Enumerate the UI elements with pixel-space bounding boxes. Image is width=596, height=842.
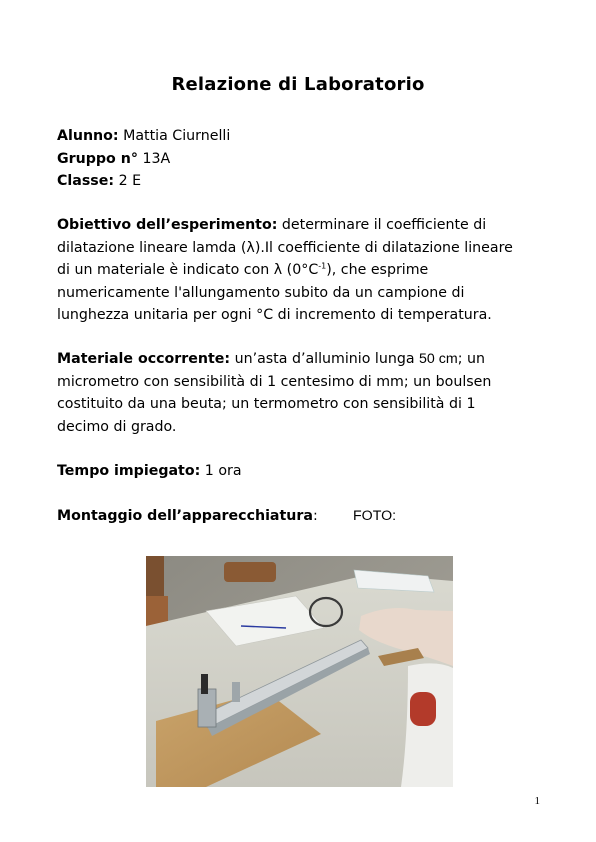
page-title: Relazione di Laboratorio xyxy=(171,74,425,95)
student-label: Alunno: xyxy=(57,128,119,144)
page-number: 1 xyxy=(534,795,540,807)
student-line xyxy=(57,125,527,148)
objective-text-2: ).Il coefficiente di dilatazione lineare di un materiale è indicato con xyxy=(57,239,513,278)
objective-text-3: (0°C xyxy=(282,262,319,278)
materials-label: Materiale occorrente: xyxy=(57,351,231,367)
materials-paragraph xyxy=(57,348,527,438)
time-line xyxy=(57,460,527,483)
setup-line xyxy=(57,505,537,527)
student-name: Mattia Ciurnelli xyxy=(123,128,231,144)
objective-label: Obiettivo dell’esperimento: xyxy=(57,217,278,233)
time-value: 1 ora xyxy=(204,463,242,479)
micrometer-knob-icon xyxy=(201,674,208,694)
objective-text-1: determinare il coefficiente di dilatazione lineare lamda ( xyxy=(57,217,487,256)
class-label: Classe: xyxy=(57,173,115,189)
group-label: Gruppo n° xyxy=(57,150,138,167)
group-value: 13A xyxy=(142,150,171,167)
group-line xyxy=(57,148,527,171)
badge-icon xyxy=(410,692,436,726)
class-line xyxy=(57,170,527,193)
unit-exponent: -1 xyxy=(318,261,327,271)
materials-text-1: un’asta d’alluminio lunga xyxy=(234,351,420,367)
apparatus-photo xyxy=(146,556,453,787)
rod-length: 50 cm xyxy=(419,351,458,367)
setup-label: Montaggio dell’apparecchiatura xyxy=(57,508,313,524)
class-value: 2 E xyxy=(118,173,142,189)
setup-colon: : xyxy=(312,508,318,524)
micrometer-stand xyxy=(198,689,216,727)
lambda-symbol-1: λ xyxy=(246,239,255,256)
time-label: Tempo impiegato: xyxy=(57,463,201,479)
chair-back-icon xyxy=(224,562,276,582)
materials-text-2: ; un micrometro con sensibilità di 1 centesimo di mm; un boulsen costituito da una beuta; un termometro con sensibilità di 1 decimo di grado. xyxy=(57,351,492,435)
objective-text-4: ), che esprime numericamente l'allungamento subito da un campione di lunghezza unitaria per ogni °C di incremento di temperatura. xyxy=(57,262,492,323)
lambda-symbol-2: λ xyxy=(273,262,283,278)
photo-label: FOTO: xyxy=(353,508,397,524)
student-info xyxy=(57,125,527,193)
objective-paragraph xyxy=(57,214,527,327)
